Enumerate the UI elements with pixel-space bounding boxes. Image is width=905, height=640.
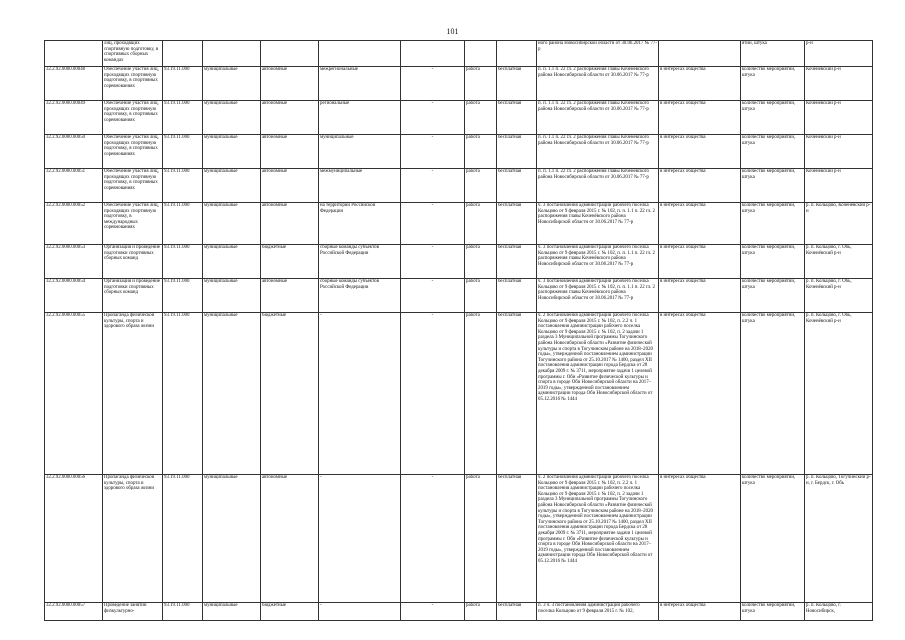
table-cell: работа — [465, 603, 497, 621]
table-row — [45, 135, 873, 169]
table-cell: 93.19.11.000 — [163, 279, 203, 313]
table-cell: муниципальные — [203, 313, 261, 475]
table-cell: региональные — [319, 101, 401, 135]
table-cell: 32.2.92.0000.00054 — [45, 279, 103, 313]
table-cell: муниципальные — [203, 603, 261, 621]
table-cell: п. п. 1.1 п. 22 гл. 2 распоряжения главы Коченёвского района Новосибирской области от 30.06.2017 № 77-р — [537, 135, 659, 169]
table-cell: автономные — [261, 475, 319, 603]
table-cell — [45, 41, 103, 67]
table-cell: п. п. 1.1 п. 22 гл. 2 распоряжения главы Коченёвского района Новосибирской области от 30.06.2017 № 77-р — [537, 101, 659, 135]
table-cell: автономные — [261, 101, 319, 135]
table-cell: бесплатная — [497, 135, 537, 169]
page-number: 101 — [446, 27, 459, 36]
table-cell: муниципальные — [203, 101, 261, 135]
table-cell: работа — [465, 313, 497, 475]
table-cell: муниципальные — [203, 169, 261, 203]
table-cell: работа — [465, 245, 497, 279]
table-cell: бесплатная — [497, 169, 537, 203]
table-cell: в интересах общества — [659, 279, 741, 313]
table-cell: бесплатная — [497, 101, 537, 135]
registry-table — [44, 40, 873, 621]
table-cell: количество мероприятий, штука — [741, 313, 805, 475]
table-cell: Обеспечение участия лиц, проходящих спортивную подготовку, в спортивных соревнованиях — [103, 169, 163, 203]
table-cell: межмуниципальные — [319, 169, 401, 203]
table-cell: 93.19.11.000 — [163, 475, 203, 603]
table-cell: количество мероприятий, штука — [741, 169, 805, 203]
table-cell: 32.2.92.0000.00048 — [45, 67, 103, 101]
table-cell: бесплатная — [497, 279, 537, 313]
table-cell: п. 3 ч. 3 постановления администрации рабочего поселка Кольцово от 9 февраля 2015 г. № 102, — [537, 603, 659, 621]
table-cell: сборные команды субъектов Российской Федерации — [319, 279, 401, 313]
table-cell: 32.2.92.0000.00052 — [45, 203, 103, 245]
table-cell: количество мероприятий, штука — [741, 203, 805, 245]
table-cell: - — [319, 313, 401, 475]
table-cell — [465, 41, 497, 67]
table-cell: работа — [465, 475, 497, 603]
table-cell — [401, 41, 465, 67]
table-cell — [261, 41, 319, 67]
table-cell: автономные — [261, 169, 319, 203]
table-cell: бесплатная — [497, 245, 537, 279]
table-cell: количество мероприятий, штука — [741, 67, 805, 101]
table-cell: ч. 2 постановления администрации рабочего поселка Кольцово от 9 февраля 2015 г. № 102, п. 2.2 ч. 1 постановления администрации рабочего поселка Кольцово от 9 февраля 2015 г. № 102, п. 2 задачи 1 раздела 3 Муниципальной программы Тогучинского района Новосибирской области «Развитие физической культуры и спорта в Тогучинском районе на 2018–2020 годы», утвержденной постановлением администрации Тогучинского района от 25.10.2017 № 1400, раздел XII постановления администрации города Бердска от 28 декабря 2009 г. № 3711, мероприятие задачи 1 целевой программы г. Оби «Развитие физической культуры и спорта в городе Оби Новосибирской области на 2017–2019 годы», утвержденной постановлением администрации города Оби Новосибирской области от 05.12.2016 № 1444 — [537, 313, 659, 475]
table-cell: Организация и проведение подготовки спортивных сборных команд — [103, 279, 163, 313]
table-row — [45, 313, 873, 475]
table-cell: лиц, проходящих спортивную подготовку, в спортивных сборных командах — [103, 41, 163, 67]
table-cell: р. п. Кольцово, г. Новосибирск, — [805, 603, 873, 621]
table-cell: муниципальные — [203, 475, 261, 603]
table-cell: - — [401, 67, 465, 101]
table-cell: ятий, штука — [741, 41, 805, 67]
table-cell: 32.2.92.0000.00051 — [45, 169, 103, 203]
table-cell: работа — [465, 279, 497, 313]
table-cell: в интересах общества — [659, 203, 741, 245]
table-cell: п. п. 1.1 п. 22 гл. 2 распоряжения главы Коченёвского района Новосибирской области от 30.06.2017 № 77-р — [537, 169, 659, 203]
table-cell: р. п. Кольцово, г. Обь, Коченёвский р-н — [805, 279, 873, 313]
table-cell: ч. 3 постановления администрации рабочего поселка Кольцово от 9 февраля 2015 г. № 102, п. п. 1.1 п. 22 гл. 2 распоряжения главы Коченёвского района Новосибирской области от 30.06.2017 № 77-р — [537, 279, 659, 313]
table-cell: - — [401, 101, 465, 135]
table-row — [45, 67, 873, 101]
table-cell: в интересах общества — [659, 169, 741, 203]
table-cell: автономные — [261, 135, 319, 169]
table-cell: количество мероприятий, штука — [741, 245, 805, 279]
table-cell — [659, 41, 741, 67]
table-cell: 93.19.11.000 — [163, 135, 203, 169]
table-cell: - — [401, 603, 465, 621]
table-cell: р-н — [805, 41, 873, 67]
table-cell: р. п. Кольцово, Коченёвский р-н — [805, 203, 873, 245]
table-cell: бесплатная — [497, 203, 537, 245]
table-cell: количество мероприятий, штука — [741, 603, 805, 621]
table-cell: количество мероприятий, штука — [741, 279, 805, 313]
table-cell: межрегиональные — [319, 67, 401, 101]
table-cell: автономные — [261, 203, 319, 245]
table-cell: автономные — [261, 67, 319, 101]
table-cell: в интересах общества — [659, 101, 741, 135]
table-cell: 32.2.92.0000.00050 — [45, 135, 103, 169]
table-cell: 93.19.11.000 — [163, 245, 203, 279]
table-row — [45, 245, 873, 279]
table-cell: работа — [465, 67, 497, 101]
table-cell: муниципальные — [203, 203, 261, 245]
table-row — [45, 603, 873, 621]
table-cell: в интересах общества — [659, 313, 741, 475]
table-cell — [497, 41, 537, 67]
table-cell: - — [401, 313, 465, 475]
table-cell: количество мероприятий, штука — [741, 475, 805, 603]
table-cell: работа — [465, 101, 497, 135]
table-cell: ч. 2 постановления администрации рабочего поселка Кольцово от 9 февраля 2015 г. № 102, п. 2.2 ч. 1 постановления администрации рабочего поселка Кольцово от 9 февраля 2015 г. № 102, п. 2 задачи 1 раздела 3 Муниципальной программы Тогучинского района Новосибирской области «Развитие физической культуры и спорта в Тогучинском районе на 2018–2020 годы», утвержденной постановлением администрации Тогучинского района от 25.10.2017 № 1400, раздел XII постановления администрации города Бердска от 28 декабря 2009 г. № 3711, мероприятие задачи 1 целевой программы г. Оби «Развитие физической культуры и спорта в городе Оби Новосибирской области на 2017–2019 годы», утвержденной постановлением администрации города Оби Новосибирской области от 05.12.2016 № 1444 — [537, 475, 659, 603]
table-cell: 93.19.11.000 — [163, 101, 203, 135]
table-cell: в интересах общества — [659, 67, 741, 101]
table-cell: - — [401, 203, 465, 245]
table-cell: бесплатная — [497, 313, 537, 475]
table-cell: количество мероприятий, штука — [741, 135, 805, 169]
table-cell: 93.19.11.000 — [163, 603, 203, 621]
table-cell: 32.2.92.0000.00056 — [45, 475, 103, 603]
table-row — [45, 169, 873, 203]
table-cell: Пропаганда физической культуры, спорта и здорового образа жизни — [103, 475, 163, 603]
table-cell: Обеспечение участия лиц, проходящих спортивную подготовку, в спортивных соревнованиях — [103, 101, 163, 135]
table-cell: Коченёвский р-н — [805, 169, 873, 203]
table-cell: муниципальные — [319, 135, 401, 169]
table-row — [45, 41, 873, 67]
table-cell: 93.19.11.000 — [163, 203, 203, 245]
table-cell: ч. 3 постановления администрации рабочего поселка Кольцово от 9 февраля 2015 г. № 102, п. п. 1.1 п. 22 гл. 2 распоряжения главы Коченёвского района Новосибирской области от 30.06.2017 № 77-р — [537, 203, 659, 245]
table-cell: бюджетные — [261, 313, 319, 475]
table-cell: работа — [465, 203, 497, 245]
table-row — [45, 203, 873, 245]
table-cell: в интересах общества — [659, 475, 741, 603]
table-cell: бесплатная — [497, 603, 537, 621]
table-cell: 32.2.92.0000.00057 — [45, 603, 103, 621]
table-cell: р. п. Кольцово, г. Обь, Коченёвский р-н — [805, 313, 873, 475]
table-cell: бюджетные — [261, 245, 319, 279]
table-cell: - — [401, 169, 465, 203]
table-cell: Организация и проведение подготовки спортивных сборных команд — [103, 245, 163, 279]
table-cell: Коченёвский р-н — [805, 67, 873, 101]
table-cell: бюджетные — [261, 603, 319, 621]
table-cell: 93.19.11.000 — [163, 169, 203, 203]
table-row — [45, 279, 873, 313]
table-cell: муниципальные — [203, 67, 261, 101]
table-cell: Обеспечение участия лиц, проходящих спортивную подготовку, в спортивных соревнованиях — [103, 67, 163, 101]
table-cell: - — [401, 279, 465, 313]
table-cell: - — [319, 475, 401, 603]
table-cell: 93.19.11.000 — [163, 67, 203, 101]
table-cell: в интересах общества — [659, 245, 741, 279]
table-cell: 32.2.92.0000.00053 — [45, 245, 103, 279]
table-cell: р. п. Кольцово, г. Обь, Коченёвский р-н — [805, 245, 873, 279]
table-cell: сборные команды субъектов Российской Федерации — [319, 245, 401, 279]
table-cell: - — [401, 135, 465, 169]
table-cell: п. п. 1.1 п. 22 гл. 2 распоряжения главы Коченёвского района Новосибирской области от 30.06.2017 № 77-р — [537, 67, 659, 101]
table-cell: в интересах общества — [659, 135, 741, 169]
table-cell: в интересах общества — [659, 603, 741, 621]
table-cell: муниципальные — [203, 279, 261, 313]
table-cell: - — [401, 245, 465, 279]
table-cell: Пропаганда физической культуры, спорта и здорового образа жизни — [103, 313, 163, 475]
table-cell — [319, 41, 401, 67]
table-row — [45, 475, 873, 603]
table-cell: муниципальные — [203, 135, 261, 169]
table-cell: муниципальные — [203, 245, 261, 279]
table-cell: количество мероприятий, штука — [741, 101, 805, 135]
table-cell: Коченёвский р-н — [805, 135, 873, 169]
table-cell: работа — [465, 135, 497, 169]
table-row — [45, 101, 873, 135]
table-cell: автономные — [261, 279, 319, 313]
table-cell: Проведение занятий физкультурно- — [103, 603, 163, 621]
table-cell: - — [401, 475, 465, 603]
table-cell: р. п. Кольцово, Тогучинский р-н, г. Бердск, г. Обь — [805, 475, 873, 603]
table-cell: 32.2.92.0000.00049 — [45, 101, 103, 135]
table-cell: работа — [465, 169, 497, 203]
table-cell: Обеспечение участия лиц, проходящих спортивную подготовку, в спортивных соревнованиях — [103, 135, 163, 169]
table-cell: бесплатная — [497, 475, 537, 603]
table-cell: 93.19.11.000 — [163, 313, 203, 475]
table-cell: ного района Новосибирской области от 30.06.2017 № 77-р — [537, 41, 659, 67]
table-cell: ч. 3 постановления администрации рабочего поселка Кольцово от 9 февраля 2015 г. № 102, п. п. 1.1 п. 22 гл. 2 распоряжения главы Коченёвского района Новосибирской области от 30.06.2017 № 77-р — [537, 245, 659, 279]
table-cell — [203, 41, 261, 67]
table-cell: на территории Российской Федерации — [319, 203, 401, 245]
table-cell: - — [319, 603, 401, 621]
table-cell: Коченёвский р-н — [805, 101, 873, 135]
table-cell: Обеспечение участия лиц, проходящих спортивную подготовку, в международных соревнованиях — [103, 203, 163, 245]
table-cell: 32.2.92.0000.00055 — [45, 313, 103, 475]
table-cell: бесплатная — [497, 67, 537, 101]
table-cell — [163, 41, 203, 67]
